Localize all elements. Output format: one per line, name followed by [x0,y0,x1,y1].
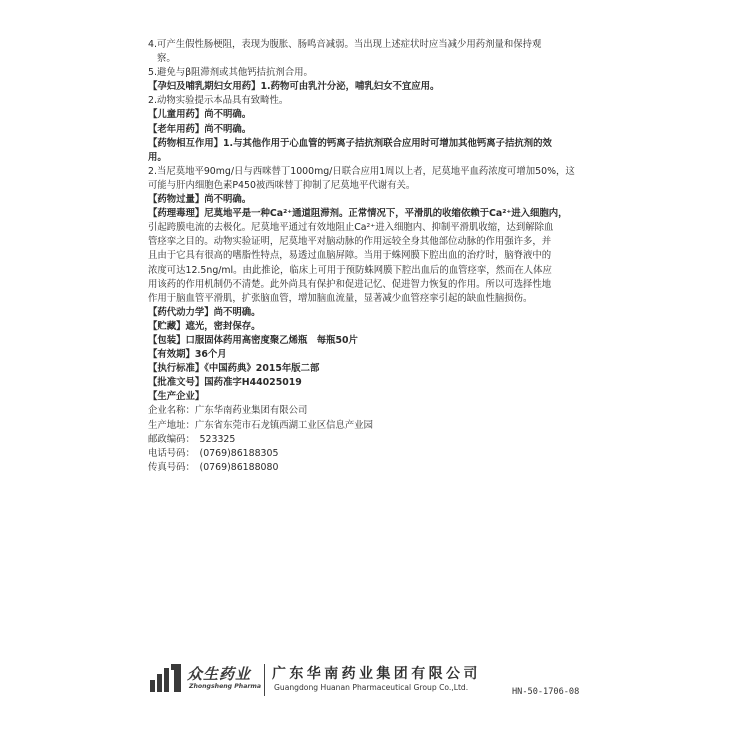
text-line: 邮政编码： 523325 [148,433,236,445]
leaflet-text-body [148,38,603,475]
text-line: 2.动物实验提示本品具有致畸性。 [148,95,289,107]
text-line: 4.可产生假性肠梗阻，表现为腹胀、肠鸣音减弱。当出现上述症状时应当减少用药剂量和保持观 [148,39,542,50]
text-line: 电话号码： (0769)86188305 [148,447,279,459]
text-line: 企业名称：广东华南药业集团有限公司 [148,405,308,417]
text-line: 且由于它具有很高的嗜脂性特点，易透过血脑屏障。当用于蛛网膜下腔出血的治疗时，脑脊液中的 [148,250,552,262]
company-name-cn: 广东华南药业集团有限公司 [272,666,481,682]
text-line: 【生产企业】 [148,391,205,403]
text-line: 【有效期】36个月 [148,349,227,361]
text-line: 可能与肝内细胞色素P450被西咪替丁抑制了尼莫地平代谢有关。 [148,179,416,191]
text-line: 【药代动力学】尚不明确。 [148,306,261,318]
text-line: 【执行标准】《中国药典》2015年版二部 [148,363,320,375]
text-line: 【药物过量】尚不明确。 [148,194,252,206]
document-code: HN-50-1706-08 [512,687,580,697]
text-line: 【儿童用药】尚不明确。 [148,109,252,121]
text-line: 5.避免与β阻滞剂或其他钙拮抗剂合用。 [148,67,313,79]
text-line: 【批准文号】国药准字H44025019 [148,377,302,389]
text-line: 用。 [148,151,167,163]
text-line: 引起跨膜电流的去极化。尼莫地平通过有效地阻止Ca²⁺进入细胞内、抑制平滑肌收缩，达到解除血 [148,222,554,234]
company-name-en: Guangdong Huanan Pharmaceutical Group Co.,Ltd. [274,683,469,692]
text-line: 察。 [157,53,176,65]
brand-name-cn: 众生药业 [187,665,252,683]
text-line: 【贮藏】遮光，密封保存。 [148,320,261,332]
text-line: 【药物相互作用】1.与其他作用于心血管的钙离子拮抗剂联合应用时可增加其他钙离子拮抗剂的效 [148,137,552,149]
text-line: 作用于脑血管平滑肌，扩张脑血管，增加脑血流量，显著减少血管痉挛引起的缺血性脑损伤。 [148,292,533,304]
text-line: 2.当尼莫地平90mg/日与西咪替丁1000mg/日联合应用1周以上者，尼莫地平血药浓度可增加50%，这 [148,165,575,177]
zhongsheng-logo-icon [147,662,183,696]
text-line: 管痉挛之目的。动物实验证明，尼莫地平对脑动脉的作用远较全身其他部位动脉的作用强许多，并 [148,236,552,248]
text-line: 传真号码： (0769)86188080 [148,461,279,473]
text-line: 【孕妇及哺乳期妇女用药】1.药物可由乳汁分泌，哺乳妇女不宜应用。 [148,81,440,93]
text-line: 浓度可达12.5ng/ml。由此推论，临床上可用于预防蛛网膜下腔出血后的血管痉挛，然而在人体应 [148,264,552,276]
text-line: 【老年用药】尚不明确。 [148,123,252,135]
brand-name-en: Zhongsheng Pharma [189,683,262,690]
text-line: 【包装】口服固体药用高密度聚乙烯瓶 每瓶50片 [148,334,358,346]
footer-divider [264,664,265,696]
text-line: 生产地址：广东省东莞市石龙镇西湖工业区信息产业园 [148,419,374,431]
text-line: 【药理毒理】尼莫地平是一种Ca²⁺通道阻滞剂。正常情况下，平滑肌的收缩依赖于Ca²⁺进入细胞内， [148,208,568,220]
text-line: 用该药的作用机制仍不清楚。此外尚具有保护和促进记忆、促进智力恢复的作用。所以可选择性地 [148,278,552,290]
